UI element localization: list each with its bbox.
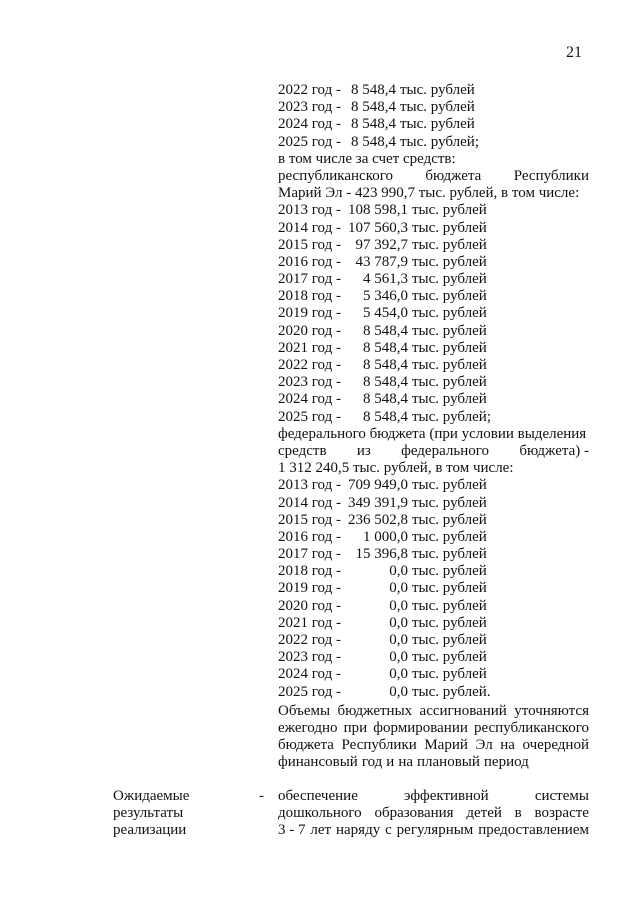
amount-value: 0,0 <box>389 683 408 700</box>
federal-budget-heading <box>278 443 589 460</box>
republic-total: Марий Эл - 423 990,7 тыс. рублей, в том числе: <box>278 185 580 202</box>
amount-value: 0,0 <box>389 580 408 597</box>
amount-value: 0,0 <box>389 597 408 614</box>
word: и <box>386 754 395 771</box>
word: Республики <box>341 737 417 754</box>
note-line <box>278 720 589 737</box>
funding-row <box>278 563 589 580</box>
unit-label: тыс. рублей <box>412 236 487 253</box>
year-label: 2014 год - <box>278 494 341 511</box>
unit-label: тыс. рублей <box>412 253 487 270</box>
word: финансовый <box>278 754 358 771</box>
year-label: 2020 год - <box>278 322 341 339</box>
amount-value: 0,0 <box>389 563 408 580</box>
year-label: 2018 год - <box>278 563 341 580</box>
unit-label: тыс. рублей <box>412 477 487 494</box>
funding-row <box>278 666 589 683</box>
results-line <box>278 805 589 822</box>
funding-row <box>278 220 589 237</box>
word: с <box>385 822 392 839</box>
amount-value: 8 548,4 <box>351 133 396 150</box>
word: год <box>361 754 383 771</box>
word: Марий <box>424 737 468 754</box>
word: обеспечение <box>278 788 358 804</box>
note-line <box>278 754 589 771</box>
year-label: 2022 год - <box>278 357 341 373</box>
unit-label: тыс. рублей <box>412 649 487 666</box>
word: образования <box>374 805 454 822</box>
unit-label: тыс. рублей <box>412 357 487 373</box>
amount-value: 0,0 <box>389 614 408 631</box>
word: период <box>483 754 529 771</box>
word: при <box>343 719 368 736</box>
year-label: 2013 год - <box>278 202 341 219</box>
amount-value: 8 548,4 <box>351 82 396 98</box>
unit-label: тыс. рублей <box>412 288 487 305</box>
unit-label: тыс. рублей <box>412 202 487 219</box>
amount-value: 0,0 <box>389 632 408 648</box>
unit-label: тыс. рублей <box>412 339 487 356</box>
year-label: 2022 год - <box>278 632 341 648</box>
funding-row <box>278 237 589 254</box>
year-label: 2018 год - <box>278 288 341 305</box>
year-label: 2025 год - <box>278 408 341 425</box>
year-label: 2015 год - <box>278 236 341 253</box>
unit-label: тыс. рублей <box>412 511 487 528</box>
year-label: 2025 год - <box>278 133 341 150</box>
amount-value: 8 548,4 <box>363 339 408 356</box>
amount-value: 8 548,4 <box>351 99 396 116</box>
unit-label: тыс. рублей <box>412 563 487 580</box>
year-label: 2019 год - <box>278 580 341 597</box>
word: на <box>500 737 515 754</box>
funding-row <box>278 495 589 512</box>
funding-row <box>278 323 589 340</box>
amount-value: 8 548,4 <box>363 391 408 408</box>
unit-label: тыс. рублей <box>400 82 475 98</box>
year-label: 2022 год - <box>278 82 341 98</box>
funding-row <box>278 477 589 494</box>
year-label: 2023 год - <box>278 374 341 391</box>
funding-row <box>278 82 589 99</box>
year-label: 2015 год - <box>278 511 341 528</box>
unit-label: тыс. рублей <box>412 580 487 597</box>
funding-row <box>278 632 589 649</box>
word: предоставлением <box>478 822 589 839</box>
year-label: 2017 год - <box>278 546 341 563</box>
word: детей <box>466 805 502 822</box>
note-line <box>278 703 589 720</box>
republic-budget-heading <box>278 168 589 185</box>
year-label: 2016 год - <box>278 253 341 270</box>
funding-row <box>278 357 589 374</box>
funding-row <box>278 409 589 426</box>
word: формировании <box>373 719 468 736</box>
word: бюджета <box>278 737 334 754</box>
amount-value: 4 561,3 <box>363 271 408 288</box>
year-label: 2021 год - <box>278 339 341 356</box>
funding-row <box>278 288 589 305</box>
label-line: реализации <box>113 822 187 839</box>
amount-value: 8 548,4 <box>363 357 408 373</box>
funding-row <box>278 340 589 357</box>
funding-row <box>278 546 589 563</box>
amount-value: 8 548,4 <box>351 116 396 133</box>
results-line <box>278 822 589 839</box>
word: Объемы <box>278 702 331 719</box>
year-label: 2024 год - <box>278 391 341 408</box>
funding-row <box>278 598 589 615</box>
expected-results-label <box>113 788 233 840</box>
funding-block-republic <box>278 202 589 425</box>
unit-label: тыс. рублей <box>412 632 487 648</box>
word: средств <box>278 442 327 459</box>
word: из <box>356 442 371 459</box>
word: ассигнований <box>419 702 507 719</box>
year-label: 2024 год - <box>278 666 341 683</box>
funding-block-total-tail <box>278 82 589 151</box>
word: наряду <box>335 822 381 839</box>
unit-label: тыс. рублей <box>412 374 487 391</box>
unit-label: тыс. рублей. <box>412 683 491 700</box>
funding-row <box>278 134 589 151</box>
funding-row <box>278 271 589 288</box>
funding-row <box>278 684 589 701</box>
amount-value: 43 787,9 <box>355 253 408 270</box>
word: бюджетных <box>337 702 413 719</box>
amount-value: 108 598,1 <box>348 202 408 219</box>
page-number: 21 <box>566 44 582 61</box>
results-dash: - <box>259 788 264 804</box>
year-label: 2014 год - <box>278 219 341 236</box>
amount-value: 0,0 <box>389 666 408 683</box>
unit-label: тыс. рублей; <box>400 133 479 150</box>
year-label: 2017 год - <box>278 271 341 288</box>
word: очередной <box>522 737 589 754</box>
word: уточняются <box>514 702 589 719</box>
word: федерального <box>401 442 490 459</box>
amount-value: 15 396,8 <box>355 546 408 563</box>
unit-label: тыс. рублей <box>412 546 487 563</box>
amount-value: 0,0 <box>389 649 408 666</box>
word: эффективной <box>404 788 489 804</box>
amount-value: 349 391,9 <box>348 494 408 511</box>
year-label: 2013 год - <box>278 477 341 494</box>
word: Эл <box>475 737 493 754</box>
word: бюджета) - <box>519 442 589 459</box>
word: в <box>514 805 522 822</box>
funding-row <box>278 649 589 666</box>
funding-row <box>278 615 589 632</box>
allocation-note <box>278 703 589 772</box>
funding-row <box>278 374 589 391</box>
amount-value: 97 392,7 <box>355 236 408 253</box>
word: системы <box>534 788 589 804</box>
funding-row <box>278 529 589 546</box>
funding-block-federal <box>278 477 589 700</box>
label-line: Ожидаемые <box>113 788 190 804</box>
unit-label: тыс. рублей; <box>412 408 491 425</box>
year-label: 2016 год - <box>278 528 341 545</box>
year-label: 2024 год - <box>278 116 341 133</box>
year-label: 2021 год - <box>278 614 341 631</box>
amount-value: 1 000,0 <box>363 528 408 545</box>
word: на <box>398 754 414 771</box>
amount-value: 709 949,0 <box>348 477 408 494</box>
unit-label: тыс. рублей <box>412 614 487 631</box>
amount-value: 236 502,8 <box>348 511 408 528</box>
amount-value: 5 454,0 <box>363 305 408 322</box>
funding-row <box>278 202 589 219</box>
funding-row <box>278 391 589 408</box>
word: дошкольного <box>278 805 362 822</box>
word: плановый <box>417 754 480 771</box>
federal-total: 1 312 240,5 тыс. рублей, в том числе: <box>278 460 514 477</box>
note-line <box>278 737 589 754</box>
word: бюджета <box>425 167 482 184</box>
amount-value: 8 548,4 <box>363 322 408 339</box>
amount-value: 8 548,4 <box>363 408 408 425</box>
incl-line: в том числе за счет средств: <box>278 150 456 167</box>
year-label: 2025 год - <box>278 683 341 700</box>
funding-row <box>278 116 589 133</box>
label-line: результаты <box>113 805 184 822</box>
funding-row <box>278 99 589 116</box>
year-label: 2023 год - <box>278 649 341 666</box>
word: ежегодно <box>278 719 338 736</box>
amount-value: 107 560,3 <box>348 219 408 236</box>
unit-label: тыс. рублей <box>412 494 487 511</box>
word: 3 - 7 <box>278 822 306 839</box>
funding-row <box>278 254 589 271</box>
year-label: 2019 год - <box>278 305 341 322</box>
funding-row <box>278 580 589 597</box>
unit-label: тыс. рублей <box>400 116 475 133</box>
expected-results-text <box>278 788 589 840</box>
unit-label: тыс. рублей <box>412 322 487 339</box>
amount-value: 8 548,4 <box>363 374 408 391</box>
unit-label: тыс. рублей <box>412 305 487 322</box>
word: лет <box>310 822 332 839</box>
funding-section <box>278 82 589 772</box>
results-line <box>278 788 589 805</box>
word: республиканского <box>278 167 393 184</box>
word: республиканского <box>473 719 589 736</box>
unit-label: тыс. рублей <box>412 666 487 683</box>
unit-label: тыс. рублей <box>400 99 475 116</box>
unit-label: тыс. рублей <box>412 219 487 236</box>
word: Республики <box>513 167 589 184</box>
unit-label: тыс. рублей <box>412 597 487 614</box>
word: возрасте <box>534 805 589 822</box>
year-label: 2020 год - <box>278 597 341 614</box>
funding-row <box>278 512 589 529</box>
funding-row <box>278 305 589 322</box>
unit-label: тыс. рублей <box>412 528 487 545</box>
year-label: 2023 год - <box>278 99 341 116</box>
unit-label: тыс. рублей <box>412 391 487 408</box>
amount-value: 5 346,0 <box>363 288 408 305</box>
word: регулярным <box>396 822 474 839</box>
federal-line: федерального бюджета (при условии выделения <box>278 425 587 442</box>
unit-label: тыс. рублей <box>412 271 487 288</box>
